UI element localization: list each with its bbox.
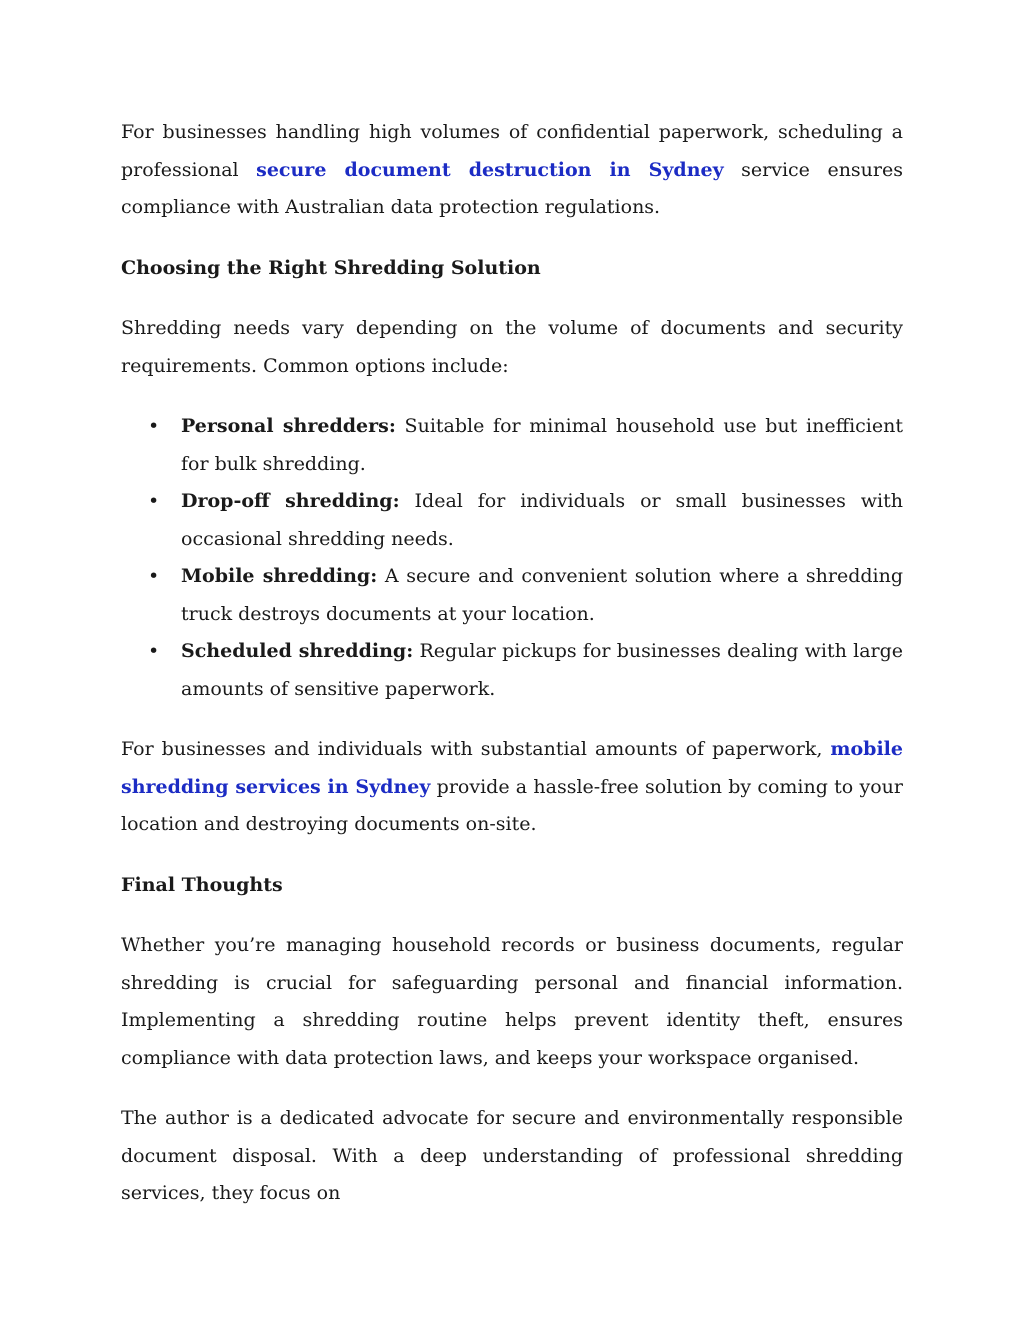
option-desc: Ideal for individuals or small businesses with occasional shredding needs. <box>181 490 903 550</box>
bullet-icon: • <box>148 415 160 437</box>
followup-text-after: provide a hassle-free solution by coming to your location and destroying documents on-site. <box>121 775 903 835</box>
list-item <box>121 558 903 633</box>
section-heading-final-thoughts: Final Thoughts <box>121 873 283 896</box>
section-heading-choosing: Choosing the Right Shredding Solution <box>121 256 541 279</box>
option-term: Scheduled shredding: <box>181 640 414 662</box>
bullet-icon: • <box>148 565 160 587</box>
bullet-icon: • <box>148 490 160 512</box>
intro-paragraph <box>121 114 903 227</box>
option-term: Drop-off shredding: <box>181 490 400 512</box>
followup-text-before: For businesses and individuals with substantial amounts of paperwork, <box>121 738 831 760</box>
secure-document-destruction-link[interactable]: secure document destruction in Sydney <box>256 158 724 181</box>
option-term: Mobile shredding: <box>181 565 378 587</box>
final-thoughts-paragraph: Whether you’re managing household records or business documents, regular shredding is crucial for safeguarding personal and financial information. Implementing a shredding routine helps prevent identity theft, ensures compliance with data protection laws, and keeps your workspace organised. <box>121 934 903 1069</box>
mobile-shredding-paragraph <box>121 731 903 844</box>
list-item <box>121 408 903 483</box>
mobile-shredding-link[interactable]: mobile shredding services in Sydney <box>121 738 903 798</box>
option-desc: Regular pickups for businesses dealing with large amounts of sensitive paperwork. <box>181 640 904 700</box>
document-page <box>121 114 903 1213</box>
author-paragraph: The author is a dedicated advocate for secure and environmentally responsible document disposal. With a deep understanding of professional shredding services, they focus on <box>121 1107 903 1204</box>
shredding-needs-paragraph: Shredding needs vary depending on the volume of documents and security requirements. Common options include: <box>121 317 903 377</box>
bullet-icon: • <box>148 640 160 662</box>
intro-text-after: service ensures compliance with Australian data protection regulations. <box>121 158 903 218</box>
shredding-options-list <box>121 408 903 708</box>
intro-text-before: For businesses handling high volumes of confidential paperwork, scheduling a professional <box>121 121 903 181</box>
option-term: Personal shredders: <box>181 415 396 437</box>
option-desc: A secure and convenient solution where a shredding truck destroys documents at your location. <box>181 565 904 625</box>
list-item <box>121 633 903 708</box>
list-item <box>121 483 903 558</box>
option-desc: Suitable for minimal household use but inefficient for bulk shredding. <box>181 415 903 475</box>
